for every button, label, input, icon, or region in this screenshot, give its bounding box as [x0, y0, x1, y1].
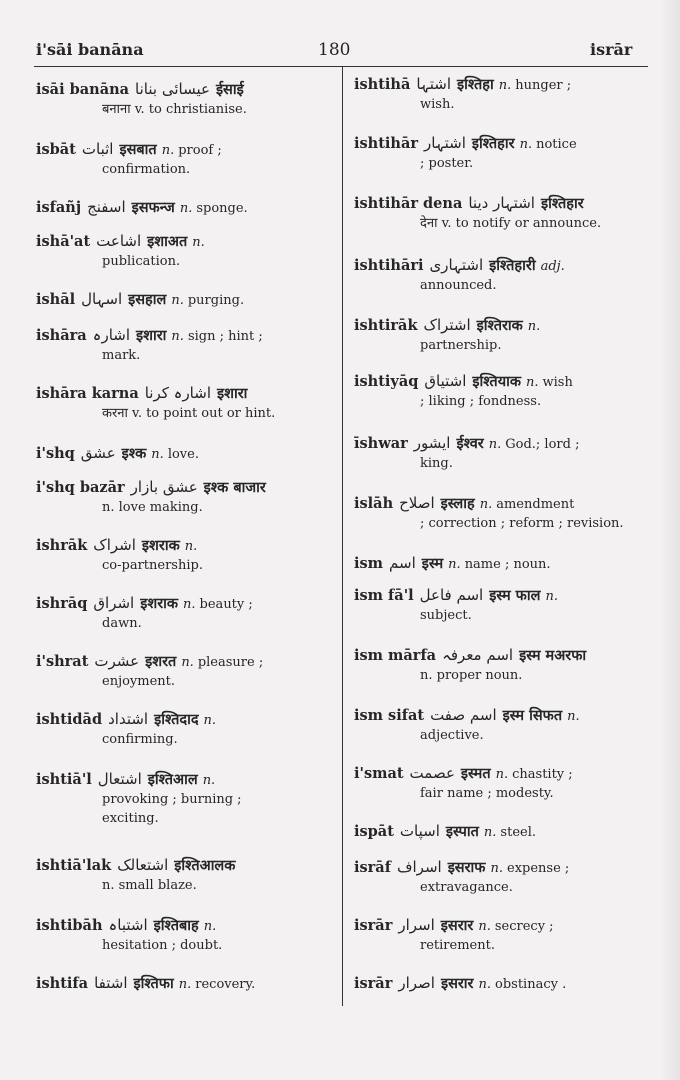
dictionary-entry — [354, 858, 644, 897]
entry-headword: islāh — [354, 495, 394, 512]
entry-continuation: n. love making. — [102, 500, 203, 515]
entry-hindi: इस्म फाल — [489, 588, 541, 604]
entry-hindi: इश्क — [121, 446, 147, 462]
entry-gloss: recovery. — [195, 977, 256, 992]
dictionary-entry — [36, 536, 326, 575]
entry-continuation: ; poster. — [420, 156, 474, 171]
entry-pos: n. — [526, 375, 539, 390]
entry-pos: n. — [567, 709, 580, 724]
entry-hindi: इशारा — [136, 328, 167, 344]
entry-hindi: इस्म सिफत — [502, 708, 563, 724]
entry-hindi: इस्मत — [460, 766, 491, 782]
entry-pos: n. — [490, 861, 503, 876]
dictionary-entry — [354, 706, 644, 745]
dictionary-entry — [36, 384, 326, 423]
entry-continuation: करना v. to point out or hint. — [102, 406, 276, 421]
entry-hindi: इश्तिफा — [133, 976, 174, 992]
entry-gloss: proof ; — [178, 143, 222, 158]
entry-urdu: اشراق — [93, 594, 135, 612]
entry-headword: ishtiyāq — [354, 373, 419, 390]
dictionary-entry — [354, 586, 644, 625]
entry-hindi: इशाअत — [147, 234, 188, 250]
entry-continuation: publication. — [102, 254, 181, 269]
entry-continuation: subject. — [420, 608, 472, 623]
entry-continuation: ; correction ; reform ; revision. — [420, 516, 624, 531]
entry-continuation: n. proper noun. — [420, 668, 523, 683]
entry-hindi: इश्क बाजार — [203, 480, 266, 496]
entry-urdu: اشتباہ — [108, 916, 148, 934]
entry-hindi: इश्तिबाह — [153, 918, 199, 934]
entry-urdu: اسم — [389, 554, 416, 572]
entry-urdu: اشارہ — [92, 326, 130, 344]
dictionary-entry — [354, 134, 644, 173]
entry-gloss: notice — [536, 137, 577, 152]
entry-hindi: इसरार — [440, 918, 474, 934]
header-rule — [34, 66, 648, 67]
entry-headword: ishtihār dena — [354, 195, 463, 212]
entry-pos: n. — [519, 137, 533, 152]
dictionary-entry — [354, 916, 644, 955]
entry-headword: ishtibāh — [36, 917, 103, 934]
entry-gloss: expense ; — [507, 861, 570, 876]
entry-pos: n. — [478, 919, 491, 934]
column-divider — [342, 66, 343, 1006]
entry-hindi: इश्तियाक — [472, 374, 521, 390]
entry-urdu: اسپات — [399, 822, 440, 840]
entry-headword: īshwar — [354, 435, 408, 452]
entry-urdu: اصلاح — [399, 494, 435, 512]
dictionary-entry — [354, 75, 644, 114]
entry-pos: n. — [498, 78, 512, 93]
dictionary-entry — [36, 326, 326, 365]
entry-gloss: obstinacy . — [495, 977, 567, 992]
entry-continuation: wish. — [420, 97, 455, 112]
entry-urdu: اشتہا — [416, 75, 451, 93]
entry-gloss: God.; lord ; — [505, 437, 580, 452]
entry-hindi: इशराक — [141, 538, 180, 554]
dictionary-entry — [36, 916, 326, 955]
entry-hindi: इश्तिआल — [147, 772, 198, 788]
entry-hindi: इसहाल — [128, 292, 167, 308]
entry-headword: i'shrat — [36, 653, 89, 670]
entry-urdu: ایشور — [413, 434, 451, 452]
entry-urdu: اشتہاری — [429, 256, 484, 274]
dictionary-entry — [36, 652, 326, 691]
entry-urdu: عشق بازار — [130, 478, 198, 496]
entry-continuation: confirmation. — [102, 162, 191, 177]
entry-pos: n. — [179, 201, 193, 216]
dictionary-entry — [354, 646, 644, 685]
entry-pos: n. — [488, 437, 502, 452]
dictionary-entry — [36, 80, 326, 119]
entry-continuation: बनाना v. to christianise. — [102, 102, 247, 117]
entry-headword: isfañj — [36, 199, 82, 216]
entry-pos: n. — [178, 977, 192, 992]
entry-hindi: इश्तिहा — [456, 77, 494, 93]
entry-gloss: steel. — [500, 825, 536, 840]
entry-urdu: اشراک — [93, 536, 136, 554]
entry-continuation: partnership. — [420, 338, 502, 353]
entry-urdu: اشتفا — [94, 974, 128, 992]
entry-urdu: اسہال — [81, 290, 123, 308]
entry-urdu: اشتہار — [424, 134, 466, 152]
entry-continuation: fair name ; modesty. — [420, 786, 554, 801]
entry-continuation: retirement. — [420, 938, 495, 953]
entry-headword: i'shq — [36, 445, 75, 462]
dictionary-entry — [36, 290, 326, 310]
entry-continuation: ; liking ; fondness. — [420, 394, 542, 409]
entry-headword: ishtirāk — [354, 317, 418, 334]
entry-hindi: इस्म — [421, 556, 444, 572]
entry-headword: ishtihā — [354, 76, 411, 93]
entry-pos: n. — [448, 557, 461, 572]
dictionary-entry — [36, 856, 326, 895]
entry-continuation: announced. — [420, 278, 497, 293]
entry-pos: n. — [192, 235, 205, 250]
entry-urdu: اشتداد — [108, 710, 149, 728]
dictionary-entry — [36, 478, 326, 517]
entry-continuation: enjoyment. — [102, 674, 176, 689]
entry-hindi: इस्म मअरफा — [519, 648, 587, 664]
entry-headword: ism mārfa — [354, 647, 437, 664]
entry-headword: ishtifa — [36, 975, 89, 992]
dictionary-entry — [354, 494, 644, 533]
entry-pos: n. — [171, 329, 184, 344]
dictionary-entry — [354, 822, 644, 842]
entry-hindi: इस्पात — [445, 824, 479, 840]
entry-continuation: hesitation ; doubt. — [102, 938, 223, 953]
header-right-guideword: isrār — [590, 40, 633, 59]
entry-urdu: اشتراک — [423, 316, 471, 334]
page-number: 180 — [318, 40, 351, 60]
entry-headword: ishrāq — [36, 595, 88, 612]
entry-gloss: secrecy ; — [494, 919, 554, 934]
entry-headword: ispāt — [354, 823, 394, 840]
entry-continuation: देना v. to notify or announce. — [420, 216, 602, 231]
entry-headword: isrāf — [354, 859, 391, 876]
entry-headword: ishtidād — [36, 711, 103, 728]
dictionary-entry — [36, 710, 326, 749]
entry-continuation: adjective. — [420, 728, 484, 743]
entry-urdu: اسراف — [396, 858, 442, 876]
entry-gloss: wish — [542, 375, 573, 390]
dictionary-entry — [36, 594, 326, 633]
entry-pos: n. — [203, 713, 217, 728]
entry-hindi: इश्तिहारी — [489, 258, 536, 274]
dictionary-entry — [36, 198, 326, 218]
entry-pos: n. — [545, 589, 558, 604]
entry-pos: n. — [483, 825, 497, 840]
entry-urdu: اشتعالک — [117, 856, 169, 874]
entry-headword: ism — [354, 555, 384, 572]
entry-hindi: इश्तिराक — [476, 318, 523, 334]
header-left-guideword: i'sāi banāna — [36, 40, 144, 59]
entry-continuation: provoking ; burning ; — [102, 792, 242, 807]
entry-urdu: اثبات — [81, 140, 114, 158]
entry-continuation: dawn. — [102, 616, 142, 631]
entry-hindi: इसबात — [119, 142, 157, 158]
entry-continuation: co-partnership. — [102, 558, 203, 573]
entry-headword: ishā'at — [36, 233, 91, 250]
dictionary-entry — [36, 770, 326, 828]
entry-gloss: hunger ; — [515, 78, 572, 93]
entry-continuation: n. small blaze. — [102, 878, 197, 893]
entry-urdu: اشتہار دینا — [468, 194, 535, 212]
entry-urdu: عیسائی بنانا — [135, 80, 210, 98]
entry-headword: ishāra karna — [36, 385, 139, 402]
entry-hindi: इश्तिहार — [540, 196, 584, 212]
entry-gloss: beauty ; — [199, 597, 253, 612]
scan-shadow — [660, 0, 680, 1080]
entry-headword: ishtiā'lak — [36, 857, 112, 874]
entry-hindi: इश्तिहार — [471, 136, 515, 152]
entry-hindi: इसरार — [440, 976, 474, 992]
entry-headword: i'smat — [354, 765, 404, 782]
entry-gloss: chastity ; — [512, 767, 573, 782]
entry-gloss: name ; noun. — [464, 557, 551, 572]
entry-pos: n. — [479, 497, 493, 512]
entry-continuation: exciting. — [102, 811, 159, 826]
dictionary-entry — [354, 554, 644, 574]
entry-continuation: mark. — [102, 348, 141, 363]
entry-headword: isrār — [354, 975, 393, 992]
entry-urdu: اشارہ کرنا — [144, 384, 211, 402]
entry-pos: n. — [161, 143, 175, 158]
entry-urdu: عصمت — [409, 764, 455, 782]
entry-headword: ism fā'l — [354, 587, 414, 604]
entry-urdu: اسرار — [398, 916, 435, 934]
entry-continuation: king. — [420, 456, 453, 471]
dictionary-entry — [36, 232, 326, 271]
dictionary-entry — [354, 434, 644, 473]
entry-headword: isrār — [354, 917, 393, 934]
entry-urdu: اصرار — [398, 974, 435, 992]
entry-headword: ishāl — [36, 291, 76, 308]
entry-pos: n. — [181, 655, 194, 670]
entry-gloss: love. — [167, 447, 199, 462]
entry-pos: n. — [183, 597, 196, 612]
entry-urdu: اسم فاعل — [419, 586, 484, 604]
entry-gloss: purging. — [187, 293, 245, 308]
entry-hindi: इशरत — [145, 654, 177, 670]
entry-hindi: इसराफ — [447, 860, 486, 876]
dictionary-entry — [354, 256, 644, 295]
entry-headword: ishrāk — [36, 537, 88, 554]
entry-headword: ism sifat — [354, 707, 425, 724]
entry-headword: ishāra — [36, 327, 87, 344]
entry-headword: isāi banāna — [36, 81, 130, 98]
dictionary-entry — [354, 974, 644, 994]
entry-urdu: اشتیاق — [424, 372, 467, 390]
entry-urdu: عشق — [80, 444, 116, 462]
entry-hindi: इश्तिदाद — [154, 712, 199, 728]
dictionary-entry — [354, 316, 644, 355]
entry-pos: n. — [478, 977, 492, 992]
entry-urdu: اشاعت — [96, 232, 142, 250]
dictionary-entry — [354, 372, 644, 411]
entry-urdu: عشرت — [94, 652, 140, 670]
entry-urdu: اسم صفت — [430, 706, 497, 724]
entry-hindi: इश्तिआलक — [174, 858, 236, 874]
entry-headword: ishtihāri — [354, 257, 424, 274]
entry-headword: ishtiā'l — [36, 771, 92, 788]
dictionary-entry — [36, 444, 326, 464]
entry-pos: n. — [202, 773, 216, 788]
entry-pos: n. — [527, 319, 541, 334]
entry-hindi: इस्लाह — [440, 496, 475, 512]
entry-pos: n. — [184, 539, 198, 554]
entry-continuation: confirming. — [102, 732, 178, 747]
entry-urdu: اسم معرفہ — [442, 646, 514, 664]
entry-urdu: اشتعال — [97, 770, 142, 788]
dictionary-entry — [36, 140, 326, 179]
entry-hindi: इसफन्ज — [131, 200, 175, 216]
entry-urdu: اسفنج — [87, 198, 126, 216]
entry-headword: isbāt — [36, 141, 76, 158]
entry-pos: n. — [171, 293, 184, 308]
dictionary-entry — [36, 974, 326, 994]
entry-headword: ishtihār — [354, 135, 418, 152]
entry-hindi: इशारा — [217, 386, 248, 402]
entry-continuation: extravagance. — [420, 880, 513, 895]
entry-pos: n. — [203, 919, 217, 934]
entry-hindi: इशराक — [140, 596, 179, 612]
entry-gloss: sponge. — [196, 201, 248, 216]
entry-hindi: ईसाई — [215, 82, 244, 98]
entry-gloss: amendment — [496, 497, 575, 512]
dictionary-entry — [354, 764, 644, 803]
entry-pos: n. — [151, 447, 164, 462]
dictionary-entry — [354, 194, 644, 233]
entry-pos: n. — [495, 767, 509, 782]
entry-gloss: pleasure ; — [197, 655, 264, 670]
entry-pos: adj. — [540, 259, 565, 274]
entry-hindi: ईश्वर — [456, 436, 484, 452]
entry-gloss: sign ; hint ; — [187, 329, 263, 344]
entry-headword: i'shq bazār — [36, 479, 125, 496]
